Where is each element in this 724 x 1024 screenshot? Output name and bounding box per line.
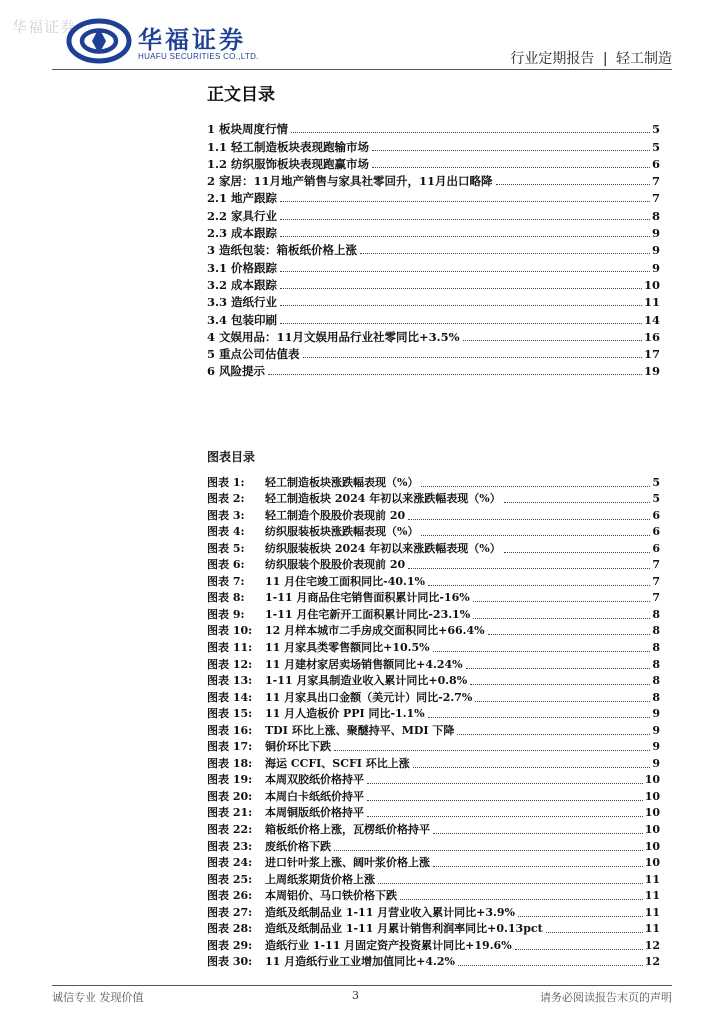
toc-item-text: 3 造纸包装：箱板纸价格上涨 xyxy=(207,243,358,258)
figure-item[interactable] xyxy=(207,506,660,523)
toc-leader xyxy=(291,132,650,133)
figure-item[interactable] xyxy=(207,787,660,804)
toc-leader xyxy=(360,253,650,254)
figure-caption: 11 月住宅竣工面积同比-40.1% xyxy=(265,574,425,588)
toc-item-page: 9 xyxy=(651,226,660,241)
figure-page: 8 xyxy=(652,657,660,671)
figure-leader xyxy=(515,949,643,950)
toc-leader xyxy=(372,167,650,168)
figure-number: 图表 30: xyxy=(207,955,253,969)
figure-leader xyxy=(488,634,651,635)
footer-disclaimer: 请务必阅读报告末页的声明 xyxy=(540,991,672,1004)
brand-name-en: HUAFU SECURITIES CO.,LTD. xyxy=(138,52,259,61)
figure-caption: 11 月家具类零售额同比+10.5% xyxy=(265,641,430,655)
figure-number: 图表 26: xyxy=(207,889,253,903)
figure-caption: 轻工制造个股股价表现前 20 xyxy=(265,508,406,522)
toc-item[interactable] xyxy=(207,136,660,153)
figure-leader xyxy=(473,601,651,602)
figure-page: 5 xyxy=(652,492,660,506)
toc-item-page: 16 xyxy=(643,329,660,344)
figure-number: 图表 2: xyxy=(207,492,245,506)
figure-item[interactable] xyxy=(207,887,660,904)
toc-item-text: 4 文娱用品：11月文娱用品行业社零同比+3.5% xyxy=(207,329,460,344)
toc-leader xyxy=(280,236,650,237)
figure-item[interactable] xyxy=(207,738,660,755)
figure-item[interactable] xyxy=(207,705,660,722)
figure-item[interactable] xyxy=(207,936,660,953)
figure-caption: 海运 CCFI、SCFI 环比上涨 xyxy=(265,756,410,770)
figure-item[interactable] xyxy=(207,754,660,771)
toc-item[interactable] xyxy=(207,344,660,361)
toc-item-text: 1.2 纺织服饰板块表现跑赢市场 xyxy=(207,156,370,171)
toc-item-page: 11 xyxy=(643,295,660,310)
figure-caption: 造纸及纸制品业 1-11 月累计销售利润率同比+0.13pct xyxy=(265,922,543,936)
figure-item[interactable] xyxy=(207,572,660,589)
figure-leader xyxy=(433,833,643,834)
figure-number: 图表 8: xyxy=(207,591,245,605)
figure-leader xyxy=(470,684,650,685)
figure-caption: 纺织服装板块涨跌幅表现（%） xyxy=(265,525,419,539)
figure-page: 6 xyxy=(652,525,660,539)
figure-caption: 本周铜版纸价格持平 xyxy=(265,806,364,820)
figure-page: 10 xyxy=(644,839,660,853)
footer-divider xyxy=(52,985,672,986)
figure-caption: 轻工制造板块涨跌幅表现（%） xyxy=(265,475,419,489)
figure-leader xyxy=(504,502,651,503)
figure-page: 12 xyxy=(644,955,660,969)
toc-leader xyxy=(280,323,642,324)
figure-number: 图表 14: xyxy=(207,690,253,704)
figure-number: 图表 5: xyxy=(207,541,245,555)
report-type: 行业定期报告 xyxy=(510,51,595,67)
figure-item[interactable] xyxy=(207,589,660,606)
figure-leader xyxy=(473,618,650,619)
figure-item[interactable] xyxy=(207,903,660,920)
toc-item-page: 19 xyxy=(643,364,660,379)
figure-number: 图表 29: xyxy=(207,938,253,952)
toc-item-text: 2 家居：11月地产销售与家具社零回升，11月出口略降 xyxy=(207,174,493,189)
toc-list xyxy=(207,119,660,378)
toc-item-text: 6 风险提示 xyxy=(207,364,266,379)
report-category xyxy=(510,48,672,68)
toc-item-text: 3.2 成本跟踪 xyxy=(207,277,278,292)
toc-item[interactable] xyxy=(207,205,660,222)
toc-item-page: 6 xyxy=(651,156,660,171)
toc-item[interactable] xyxy=(207,119,660,136)
toc-leader xyxy=(280,201,650,202)
figure-page: 10 xyxy=(644,823,660,837)
toc-item-text: 3.3 造纸行业 xyxy=(207,295,278,310)
figure-leader xyxy=(433,651,651,652)
figure-leader xyxy=(546,932,643,933)
toc-item-page: 14 xyxy=(643,312,660,327)
figure-leader xyxy=(466,668,651,669)
figure-number: 图表 15: xyxy=(207,707,253,721)
figure-number: 图表 20: xyxy=(207,789,253,803)
figure-caption: 11 月家具出口金额（美元计）同比-2.7% xyxy=(265,690,473,704)
figure-page: 6 xyxy=(652,508,660,522)
toc-item[interactable] xyxy=(207,309,660,326)
toc-item-page: 5 xyxy=(651,122,660,137)
toc-leader xyxy=(280,288,642,289)
figure-page: 9 xyxy=(652,756,660,770)
huafu-logo-icon xyxy=(66,16,132,66)
figure-caption: 箱板纸价格上涨，瓦楞纸价格持平 xyxy=(265,823,430,837)
figure-page: 10 xyxy=(644,789,660,803)
figure-caption: 铜价环比下跌 xyxy=(265,740,331,754)
figure-item[interactable] xyxy=(207,473,660,490)
figure-page: 12 xyxy=(644,938,660,952)
figure-item[interactable] xyxy=(207,721,660,738)
figure-caption: 造纸及纸制品业 1-11 月营业收入累计同比+3.9% xyxy=(265,905,515,919)
toc-leader xyxy=(463,340,642,341)
figure-item[interactable] xyxy=(207,820,660,837)
figure-item[interactable] xyxy=(207,837,660,854)
figure-number: 图表 11: xyxy=(207,641,253,655)
figure-number: 图表 6: xyxy=(207,558,245,572)
figure-page: 9 xyxy=(652,740,660,754)
watermark: 华福证券 xyxy=(12,18,77,36)
figure-item[interactable] xyxy=(207,490,660,507)
header-divider xyxy=(52,69,672,70)
figure-caption: 1-11 月住宅新开工面积累计同比-23.1% xyxy=(265,607,471,621)
figure-leader xyxy=(457,734,650,735)
figure-number: 图表 17: xyxy=(207,740,253,754)
industry-name: 轻工制造 xyxy=(616,51,672,67)
figure-item[interactable] xyxy=(207,655,660,672)
figure-leader xyxy=(433,866,643,867)
figure-leader xyxy=(334,750,650,751)
toc-item-page: 7 xyxy=(651,174,660,189)
figure-caption: 纺织服装板块 2024 年初以来涨跌幅表现（%） xyxy=(265,541,501,555)
toc-item-page: 9 xyxy=(651,243,660,258)
figure-leader xyxy=(458,965,643,966)
toc-item[interactable] xyxy=(207,154,660,171)
toc-item[interactable] xyxy=(207,292,660,309)
figure-caption: 本周铝价、马口铁价格下跌 xyxy=(265,889,397,903)
toc-item[interactable] xyxy=(207,275,660,292)
figure-leader xyxy=(367,800,643,801)
toc-item-page: 7 xyxy=(651,191,660,206)
figure-leader xyxy=(400,899,643,900)
toc-item[interactable] xyxy=(207,361,660,378)
figure-caption: 11 月造纸行业工业增加值同比+4.2% xyxy=(265,955,455,969)
figures-list xyxy=(207,473,660,969)
figure-number: 图表 4: xyxy=(207,525,245,539)
figure-caption: 轻工制造板块 2024 年初以来涨跌幅表现（%） xyxy=(265,492,501,506)
figure-number: 图表 7: xyxy=(207,574,245,588)
figure-item[interactable] xyxy=(207,539,660,556)
figure-caption: 纺织服装个股股价表现前 20 xyxy=(265,558,406,572)
toc-item-text: 1.1 轻工制造板块表现跑输市场 xyxy=(207,139,370,154)
toc-item[interactable] xyxy=(207,327,660,344)
figure-leader xyxy=(475,701,650,702)
figure-page: 7 xyxy=(652,574,660,588)
toc-leader xyxy=(280,271,650,272)
figure-item[interactable] xyxy=(207,771,660,788)
figure-leader xyxy=(421,535,650,536)
toc-leader xyxy=(280,305,642,306)
figure-item[interactable] xyxy=(207,638,660,655)
figure-number: 图表 10: xyxy=(207,624,253,638)
figure-item[interactable] xyxy=(207,688,660,705)
figure-leader xyxy=(428,717,651,718)
toc-item-text: 3.4 包装印刷 xyxy=(207,312,278,327)
figure-caption: 12 月样本城市二手房成交面积同比+66.4% xyxy=(265,624,485,638)
toc-item-text: 5 重点公司估值表 xyxy=(207,347,300,362)
toc-item-text: 2.3 成本跟踪 xyxy=(207,226,278,241)
figure-leader xyxy=(334,850,643,851)
toc-item-page: 5 xyxy=(651,139,660,154)
figure-leader xyxy=(504,552,651,553)
figure-number: 图表 28: xyxy=(207,922,253,936)
toc-item-page: 17 xyxy=(643,347,660,362)
figure-leader xyxy=(518,916,643,917)
figure-item[interactable] xyxy=(207,556,660,573)
figure-page: 10 xyxy=(644,773,660,787)
figure-leader xyxy=(367,783,643,784)
figure-caption: 1-11 月商品住宅销售面积累计同比-16% xyxy=(265,591,470,605)
header-separator: | xyxy=(602,51,608,67)
figure-item[interactable] xyxy=(207,622,660,639)
figure-item[interactable] xyxy=(207,953,660,970)
figure-leader xyxy=(378,883,643,884)
figure-page: 10 xyxy=(644,856,660,870)
figure-number: 图表 13: xyxy=(207,674,253,688)
figure-caption: 上周纸浆期货价格上涨 xyxy=(265,872,375,886)
figure-leader xyxy=(408,568,650,569)
figure-page: 5 xyxy=(652,475,660,489)
toc-item-page: 8 xyxy=(651,208,660,223)
footer-slogan: 诚信专业 发现价值 xyxy=(52,991,144,1004)
figure-caption: 进口针叶浆上涨、阔叶浆价格上涨 xyxy=(265,856,430,870)
toc-leader xyxy=(280,219,650,220)
figure-leader xyxy=(413,767,651,768)
toc-item[interactable] xyxy=(207,188,660,205)
figure-leader xyxy=(428,585,650,586)
figure-item[interactable] xyxy=(207,523,660,540)
figures-title: 图表目录 xyxy=(207,450,256,464)
figure-item[interactable] xyxy=(207,672,660,689)
figure-number: 图表 27: xyxy=(207,905,253,919)
figure-caption: 本周白卡纸纸价持平 xyxy=(265,789,364,803)
figure-number: 图表 3: xyxy=(207,508,245,522)
figure-page: 8 xyxy=(652,624,660,638)
figure-number: 图表 21: xyxy=(207,806,253,820)
brand-logo xyxy=(66,16,266,66)
figure-caption: 11 月建材家居卖场销售额同比+4.24% xyxy=(265,657,463,671)
figure-page: 8 xyxy=(652,674,660,688)
figure-page: 8 xyxy=(652,607,660,621)
figure-number: 图表 12: xyxy=(207,657,253,671)
figure-caption: 造纸行业 1-11 月固定资产投资累计同比+19.6% xyxy=(265,938,512,952)
toc-item[interactable] xyxy=(207,223,660,240)
toc-leader xyxy=(268,374,642,375)
figure-caption: 11 月人造板价 PPI 同比-1.1% xyxy=(265,707,425,721)
figure-caption: 本周双胶纸价格持平 xyxy=(265,773,364,787)
figure-page: 10 xyxy=(644,806,660,820)
figure-item[interactable] xyxy=(207,870,660,887)
figure-number: 图表 25: xyxy=(207,872,253,886)
toc-item-text: 2.2 家具行业 xyxy=(207,208,278,223)
figure-leader xyxy=(408,519,650,520)
figure-leader xyxy=(421,486,650,487)
figure-number: 图表 23: xyxy=(207,839,253,853)
figure-leader xyxy=(367,816,643,817)
figure-number: 图表 24: xyxy=(207,856,253,870)
toc-item-page: 10 xyxy=(643,277,660,292)
page-number: 3 xyxy=(352,989,359,1002)
figure-page: 9 xyxy=(652,707,660,721)
figure-number: 图表 9: xyxy=(207,607,245,621)
figure-page: 7 xyxy=(652,591,660,605)
figure-page: 11 xyxy=(644,922,660,936)
figure-item[interactable] xyxy=(207,605,660,622)
toc-item-text: 2.1 地产跟踪 xyxy=(207,191,278,206)
toc-item-text: 3.1 价格跟踪 xyxy=(207,260,278,275)
figure-number: 图表 22: xyxy=(207,823,253,837)
brand-name-cn: 华福证券 xyxy=(138,26,246,54)
toc-item-text: 1 板块周度行情 xyxy=(207,122,289,137)
figure-number: 图表 16: xyxy=(207,723,253,737)
figure-item[interactable] xyxy=(207,920,660,937)
toc-item[interactable] xyxy=(207,240,660,257)
figure-caption: TDI 环比上涨、聚醚持平、MDI 下降 xyxy=(265,723,455,737)
figure-number: 图表 1: xyxy=(207,475,245,489)
figure-number: 图表 18: xyxy=(207,756,253,770)
figure-page: 8 xyxy=(652,690,660,704)
figure-number: 图表 19: xyxy=(207,773,253,787)
figure-page: 11 xyxy=(644,889,660,903)
figure-page: 6 xyxy=(652,541,660,555)
figure-caption: 1-11 月家具制造业收入累计同比+0.8% xyxy=(265,674,468,688)
toc-item[interactable] xyxy=(207,257,660,274)
figure-page: 8 xyxy=(652,641,660,655)
figure-item[interactable] xyxy=(207,854,660,871)
toc-leader xyxy=(372,150,650,151)
toc-leader xyxy=(496,184,650,185)
toc-leader xyxy=(303,357,642,358)
toc-item-page: 9 xyxy=(651,260,660,275)
figure-caption: 废纸价格下跌 xyxy=(265,839,331,853)
figure-item[interactable] xyxy=(207,804,660,821)
figure-page: 7 xyxy=(652,558,660,572)
toc-title: 正文目录 xyxy=(207,85,275,105)
figure-page: 9 xyxy=(652,723,660,737)
toc-item[interactable] xyxy=(207,171,660,188)
figure-page: 11 xyxy=(644,905,660,919)
figure-page: 11 xyxy=(644,872,660,886)
